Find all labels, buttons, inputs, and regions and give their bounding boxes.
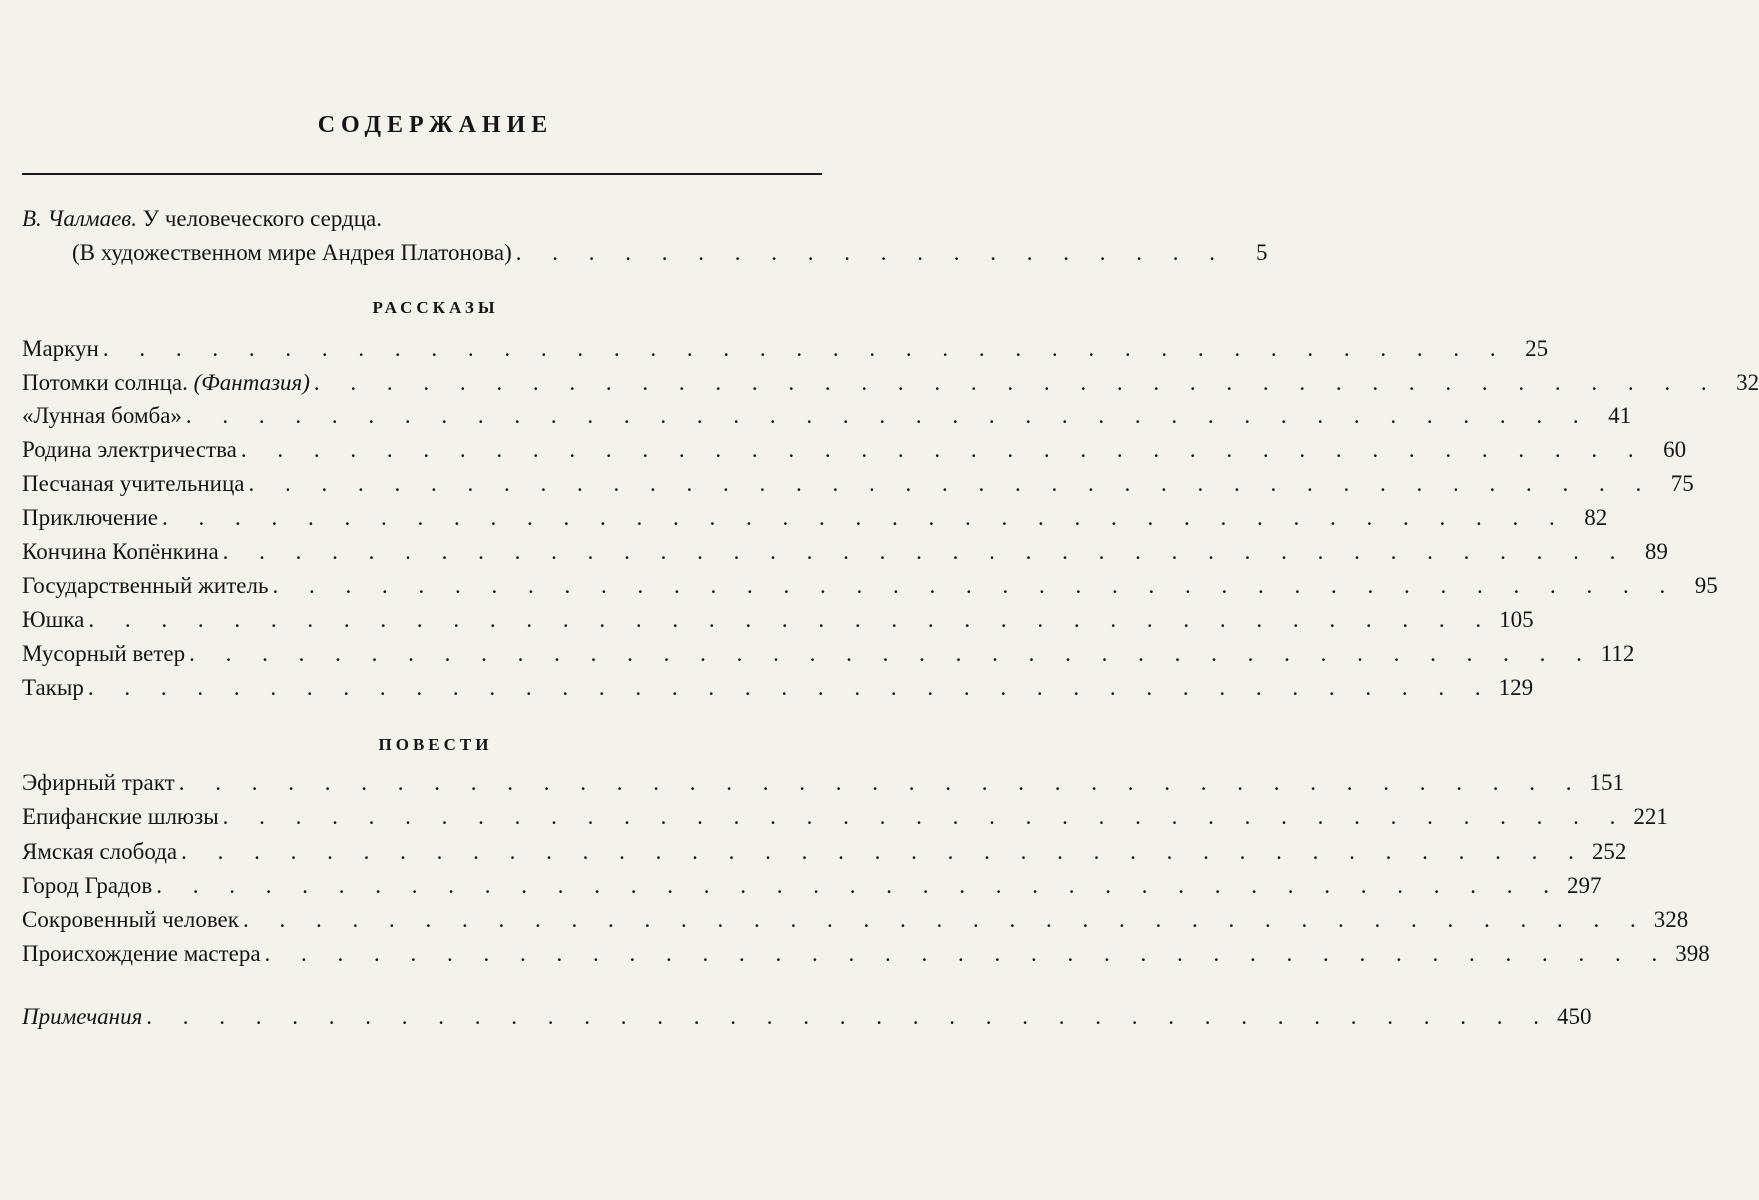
toc-entry[interactable]: Город Градов . . . . . . . . . . . . . . . . . . . . . . . . . . . . . . . . . . . . . . . 297	[22, 871, 822, 901]
toc-entry-essay-subtitle[interactable]	[72, 238, 1268, 268]
page-number: 5	[1256, 240, 1268, 265]
page-title: СОДЕРЖАНИЕ	[317, 112, 554, 138]
toc-entry[interactable]: Песчаная учительница . . . . . . . . . . . . . . . . . . . . . . . . . . . . . . . . . . . . . . . 75	[22, 469, 822, 499]
toc-entry[interactable]: Сокровенный человек . . . . . . . . . . . . . . . . . . . . . . . . . . . . . . . . . . . . . . . 328	[22, 905, 822, 935]
leader-dots: . . . . . . . . . . . . . . . . . . . . . . . . . . . . . . . . . . . . . . .	[178, 770, 1584, 795]
essay-author: В. Чалмаев.	[22, 206, 138, 231]
page-number: 41	[1608, 403, 1632, 428]
toc-entry[interactable]: «Лунная бомба» . . . . . . . . . . . . . . . . . . . . . . . . . . . . . . . . . . . . . . . 41	[22, 401, 822, 431]
section-heading-novellas: ПОВЕСТИ	[378, 735, 493, 754]
leader-dots: . . . . . . . . . . . . . . . . . . . . . . . . . . . . . . . . . . . . . . .	[87, 675, 1494, 700]
page-number: 82	[1584, 505, 1608, 530]
essay-subtitle: (В художественном мире Андрея Платонова)	[72, 240, 512, 265]
page-number: 89	[1644, 539, 1668, 564]
toc-entry[interactable]: Такыр . . . . . . . . . . . . . . . . . . . . . . . . . . . . . . . . . . . . . . . 129	[22, 673, 822, 703]
toc-entry[interactable]: Эфирный тракт . . . . . . . . . . . . . . . . . . . . . . . . . . . . . . . . . . . . . . . 151	[22, 768, 817, 798]
leader-dots: . . . . . . . . . . . . . . . . . . . . . . . . . . . . . . . . . . . . . . .	[240, 437, 1647, 462]
page-number: 25	[1525, 336, 1549, 361]
toc-entry[interactable]: Государственный житель . . . . . . . . . . . . . . . . . . . . . . . . . . . . . . . . . . . . . . . 95	[22, 571, 822, 601]
page-number: 151	[1589, 770, 1624, 795]
leader-dots: . . . . . . . . . . . . . . . . . . . . . . . . . . . . . . . . . . . . . . .	[88, 607, 1494, 632]
toc-entry[interactable]: Родина электричества . . . . . . . . . . . . . . . . . . . . . . . . . . . . . . . . . . . . . . . 60	[22, 435, 822, 465]
toc-entry[interactable]: Юшка . . . . . . . . . . . . . . . . . . . . . . . . . . . . . . . . . . . . . . . 105	[22, 605, 822, 635]
page-number: 60	[1663, 437, 1687, 462]
leader-dots: . . . . . . . . . . . . . . . . . . . . . . . . . . . . . . . . . . . . . . .	[222, 539, 1628, 564]
leader-dots: . . . . . . . . . . . . . . . . . . . . . . . . . . . . . . . . . . . . . . .	[272, 573, 1678, 598]
page-number: 328	[1653, 907, 1689, 932]
toc-entry[interactable]: Происхождение мастера . . . . . . . . . . . . . . . . . . . . . . . . . . . . . . . . . . . . . . . 398	[22, 939, 822, 969]
toc-entry[interactable]: Потомки солнца. (Фантазия) . . . . . . . . . . . . . . . . . . . . . . . . . . . . . . . . . . . . . . . 32	[22, 368, 822, 398]
toc-entry-notes[interactable]: Примечания . . . . . . . . . . . . . . . . . . . . . . . . . . . . . . . . . . . . . . . 450	[22, 1002, 822, 1032]
leader-dots: . . . . . . . . . . . . . . . . . . . . . . . . . . . . . . . . . . . . . . .	[264, 941, 1670, 966]
toc-entry[interactable]: Ямская слобода . . . . . . . . . . . . . . . . . . . . . . . . . . . . . . . . . . . . . . . 252	[22, 837, 822, 867]
page-number: 112	[1600, 641, 1635, 666]
page-number: 105	[1499, 607, 1534, 632]
leader-dots: . . . . . . . . . . . . . . . . . . . . . . . . . . . . . . . . . . . . . . .	[248, 471, 1654, 496]
leader-dots: . . . . . . . . . . . . . . . . . . . . . . . . . . . . . . . . . . . . . . .	[222, 804, 1628, 829]
essay-title: У человеческого сердца.	[142, 206, 382, 231]
leader-dots: . . . . . . . . . . . . . . . . . . . . . . . . . . . . . . . . . . . . . . .	[161, 505, 1568, 530]
leader-dots: . . . . . . . . . . . . . . . . . . . . . . . . . . . . . . . . . . . . . . .	[102, 336, 1509, 361]
page-number: 450	[1557, 1004, 1592, 1029]
leader-dots: . . . . . . . . . . . . . . . . . . . .	[515, 240, 1228, 265]
page-number: 32	[1736, 370, 1759, 395]
leader-dots: . . . . . . . . . . . . . . . . . . . . . . . . . . . . . . . . . . . . . . .	[181, 839, 1587, 864]
leader-dots: . . . . . . . . . . . . . . . . . . . . . . . . . . . . . . . . . . . . . . .	[313, 370, 1720, 395]
toc-entry[interactable]: Кончина Копёнкина . . . . . . . . . . . . . . . . . . . . . . . . . . . . . . . . . . . . . . . 89	[22, 537, 822, 567]
leader-dots: . . . . . . . . . . . . . . . . . . . . . . . . . . . . . . . . . . . . . . .	[146, 1004, 1552, 1029]
toc-entry-essay[interactable]	[22, 204, 822, 234]
section-heading-stories: РАССКАЗЫ	[372, 298, 499, 317]
leader-dots: . . . . . . . . . . . . . . . . . . . . . . . . . . . . . . . . . . . . . . .	[156, 873, 1562, 898]
toc-entry[interactable]: Приключение . . . . . . . . . . . . . . . . . . . . . . . . . . . . . . . . . . . . . . . 82	[22, 503, 822, 533]
leader-dots: . . . . . . . . . . . . . . . . . . . . . . . . . . . . . . . . . . . . . . .	[189, 641, 1595, 666]
page-number: 95	[1694, 573, 1718, 598]
page-number: 75	[1670, 471, 1694, 496]
page-number: 297	[1566, 873, 1602, 898]
title-rule	[22, 173, 822, 175]
toc-entry[interactable]: Мусорный ветер . . . . . . . . . . . . . . . . . . . . . . . . . . . . . . . . . . . . . . . 112	[22, 639, 822, 669]
toc-entry[interactable]: Маркун . . . . . . . . . . . . . . . . . . . . . . . . . . . . . . . . . . . . . . . 25	[22, 334, 822, 364]
page-number: 221	[1633, 804, 1668, 829]
leader-dots: . . . . . . . . . . . . . . . . . . . . . . . . . . . . . . . . . . . . . . .	[185, 403, 1592, 428]
toc-entry[interactable]: Епифанские шлюзы . . . . . . . . . . . . . . . . . . . . . . . . . . . . . . . . . . . . . . . 221	[22, 802, 817, 832]
page-number: 398	[1675, 941, 1710, 966]
page-number: 129	[1498, 675, 1534, 700]
page-number: 252	[1591, 839, 1627, 864]
leader-dots: . . . . . . . . . . . . . . . . . . . . . . . . . . . . . . . . . . . . . . .	[242, 907, 1649, 932]
